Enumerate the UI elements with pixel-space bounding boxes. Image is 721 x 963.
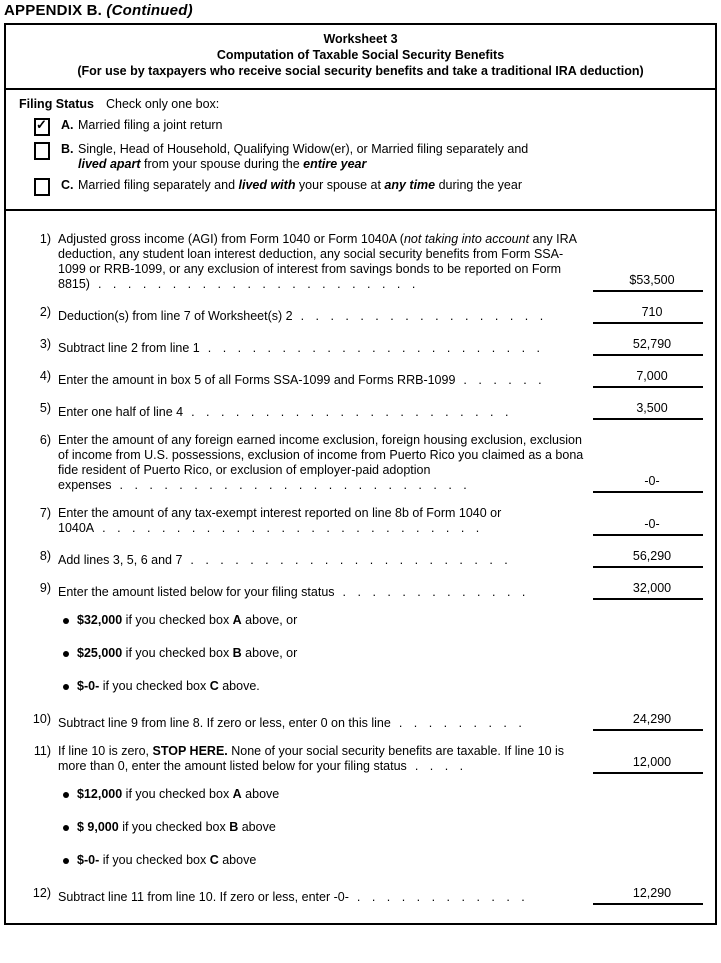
dot-leader: . . . . . . . . . . . . (356, 890, 525, 904)
checkbox-c[interactable] (34, 178, 50, 196)
option-c-text (78, 178, 705, 193)
filing-option-c (19, 178, 705, 196)
line-7-number: 7) (39, 506, 51, 520)
bullet-letter: C (209, 853, 219, 867)
line-item-9 (25, 581, 707, 600)
line-11-amount: 12,000 (593, 755, 703, 774)
line-1-seg2: any IRA deduction, any student loan interest deduction, any social security benefits from Form SSA-1099 or RRB-1099, or any exclusion of interest from savings bonds to be reported on Form 8815) (58, 232, 577, 291)
bullet-text (77, 613, 297, 628)
line-5-seg: Enter one half of line 4 (58, 405, 184, 419)
bullet-amount: $12,000 (77, 787, 123, 801)
line-4-seg: Enter the amount in box 5 of all Forms SSA-1099 and Forms RRB-1099 (58, 373, 456, 387)
line-12-number: 12) (32, 886, 51, 900)
line-6-text (58, 433, 587, 493)
filing-status-label: Filing Status (19, 97, 94, 111)
bullet-item-12000 (25, 787, 707, 802)
option-b-mid: from your spouse during the (140, 157, 304, 171)
line-4-number: 4) (39, 369, 51, 383)
filing-status-heading (19, 97, 705, 112)
bullet-post: above (218, 853, 257, 867)
line-3-amount: 52,790 (593, 337, 703, 356)
line-11-stop-here: STOP HERE. (152, 744, 228, 758)
dot-leader: . . . . . . . . . . . . . . . . . . . . . . (190, 553, 508, 567)
line-9-seg: Enter the amount listed below for your filing status (58, 585, 335, 599)
filing-status-instruction: Check only one box: (106, 97, 220, 111)
option-c-any-time: any time (384, 178, 436, 192)
line-11-seg2: None of your social security benefits are taxable. If line 10 is more than 0, enter the amount listed below for your filing status (58, 744, 565, 773)
line-3-number: 3) (39, 337, 51, 351)
line-5-amount: 3,500 (593, 401, 703, 420)
line-1-seg1: Adjusted gross income (AGI) from Form 1040 or Form 1040A ( (58, 232, 404, 246)
filing-option-a (19, 118, 705, 136)
dot-leader: . . . . . . . . . . . . . . . . . . . . . . . . (119, 478, 467, 492)
dot-leader: . . . . (414, 759, 464, 773)
line-10-seg: Subtract line 9 from line 8. If zero or less, enter 0 on this line (58, 716, 391, 730)
worksheet-box (4, 23, 717, 925)
bullet-post: above, or (241, 613, 298, 627)
option-c-pre: Married filing separately and (78, 178, 239, 192)
line-4-amount: 7,000 (593, 369, 703, 388)
line-2-amount: 710 (593, 305, 703, 324)
bullet-letter: B (232, 646, 242, 660)
dot-leader: . . . . . . . . . . . . . . . . . . . . . . (191, 405, 509, 419)
bullet-amount: $32,000 (77, 613, 123, 627)
bullet-mid: if you checked box (122, 787, 233, 801)
line-11-text (58, 744, 587, 774)
option-c-letter: C. (61, 178, 74, 192)
bullet-post: above. (218, 679, 260, 693)
option-b-text (78, 142, 705, 172)
bullet-text (77, 820, 276, 835)
option-a-letter: A. (61, 118, 74, 132)
bullet-amount: $ 9,000 (77, 820, 119, 834)
line-item-2 (25, 305, 707, 324)
line-2-text (58, 309, 587, 324)
bullet-icon (63, 651, 69, 657)
bullet-text (77, 679, 260, 694)
bullet-text (77, 646, 297, 661)
line-12-seg: Subtract line 11 from line 10. If zero or less, enter -0- (58, 890, 349, 904)
dot-leader: . . . . . . . . . . . . . . . . . . . . . . . . . . (102, 521, 480, 535)
line-7-seg: Enter the amount of any tax-exempt interest reported on line 8b of Form 1040 or 1040A (58, 506, 502, 535)
line-11-number: 11) (33, 744, 51, 758)
worksheet-header (6, 25, 715, 90)
option-b-letter: B. (61, 142, 74, 156)
bullet-text (77, 853, 256, 868)
bullet-amount: $-0- (77, 679, 100, 693)
bullet-post: above (238, 820, 276, 834)
line-2-number: 2) (39, 305, 51, 319)
bullet-icon (63, 825, 69, 831)
bullet-icon (63, 792, 69, 798)
line-1-italic: not taking into account (403, 232, 530, 246)
line-3-text (58, 341, 587, 356)
bullet-item-25000 (25, 646, 707, 661)
line-item-10 (25, 712, 707, 731)
bullet-letter: A (232, 787, 242, 801)
filing-status-section (6, 90, 715, 211)
line-9-number: 9) (39, 581, 51, 595)
line-1-amount: $53,500 (593, 273, 703, 292)
bullet-amount: $25,000 (77, 646, 123, 660)
line-item-3 (25, 337, 707, 356)
bullet-mid: if you checked box (99, 679, 210, 693)
bullet-letter: B (229, 820, 239, 834)
bullet-icon (63, 858, 69, 864)
checkmark-icon: ✓ (36, 117, 47, 132)
option-b-entire-year: entire year (303, 157, 367, 171)
bullet-item-32000 (25, 613, 707, 628)
option-c-lived-with: lived with (238, 178, 296, 192)
line-9-text (58, 585, 587, 600)
option-b-pre: Single, Head of Household, Qualifying Widow(er), or Married filing separately and (78, 142, 529, 156)
bullet-post: above, or (241, 646, 298, 660)
line-6-seg: Enter the amount of any foreign earned income exclusion, foreign housing exclusion, exclusion of income from U.S. possessions, exclusion of income from Puerto Rico you claimed as a bona fide resident of Puerto Rico, or exclusion of employer-paid adoption expenses (58, 433, 584, 492)
page-title-continued: (Continued) (106, 2, 193, 19)
dot-leader: . . . . . . (463, 373, 542, 387)
worksheet-title: Worksheet 3 (323, 32, 398, 46)
line-12-amount: 12,290 (593, 886, 703, 905)
line-8-text (58, 553, 587, 568)
checkbox-b[interactable] (34, 142, 50, 160)
line-8-number: 8) (39, 549, 51, 563)
line-9-amount: 32,000 (593, 581, 703, 600)
worksheet-note: (For use by taxpayers who receive social security benefits and take a traditional IRA deduction) (77, 64, 644, 78)
dot-leader: . . . . . . . . . . . . . . . . . . . . . . . (207, 341, 541, 355)
line-1-text (58, 232, 587, 292)
bullet-post: above (241, 787, 280, 801)
line-item-5 (25, 401, 707, 420)
line-item-1 (25, 232, 707, 292)
line-1-number: 1) (39, 232, 51, 246)
line-items-section (6, 211, 715, 923)
line-item-11 (25, 744, 707, 774)
worksheet-subtitle: Computation of Taxable Social Security Benefits (216, 48, 505, 62)
bullet-icon (63, 618, 69, 624)
dot-leader: . . . . . . . . . (398, 716, 522, 730)
line-12-text (58, 890, 587, 905)
line-item-6 (25, 433, 707, 493)
line-4-text (58, 373, 587, 388)
bullet-item-zero-11 (25, 853, 707, 868)
checkbox-a[interactable] (34, 118, 50, 136)
bullet-mid: if you checked box (99, 853, 210, 867)
line-10-text (58, 716, 587, 731)
line-3-seg: Subtract line 2 from line 1 (58, 341, 200, 355)
bullet-mid: if you checked box (122, 646, 233, 660)
filing-option-b (19, 142, 705, 172)
bullet-item-zero-9 (25, 679, 707, 694)
line-item-4 (25, 369, 707, 388)
line-item-8 (25, 549, 707, 568)
line-6-number: 6) (39, 433, 51, 447)
page-title (0, 0, 721, 21)
line-item-12 (25, 886, 707, 905)
line-6-amount: -0- (593, 474, 703, 493)
option-c-mid: your spouse at (295, 178, 385, 192)
bullet-amount: $-0- (77, 853, 100, 867)
dot-leader: . . . . . . . . . . . . . . . . . (300, 309, 544, 323)
line-7-text (58, 506, 587, 536)
option-c-post: during the year (435, 178, 522, 192)
line-11-seg1: If line 10 is zero, (58, 744, 153, 758)
page-title-text: APPENDIX B. (4, 2, 107, 19)
line-8-seg: Add lines 3, 5, 6 and 7 (58, 553, 183, 567)
bullet-mid: if you checked box (122, 613, 233, 627)
option-a-text: Married filing a joint return (78, 118, 223, 132)
bullet-mid: if you checked box (118, 820, 230, 834)
bullet-letter: A (232, 613, 242, 627)
bullet-item-9000 (25, 820, 707, 835)
line-10-number: 10) (32, 712, 51, 726)
line-5-number: 5) (39, 401, 51, 415)
line-5-text (58, 405, 587, 420)
bullet-letter: C (209, 679, 219, 693)
line-10-amount: 24,290 (593, 712, 703, 731)
dot-leader: . . . . . . . . . . . . . (342, 585, 526, 599)
line-item-7 (25, 506, 707, 536)
line-2-seg: Deduction(s) from line 7 of Worksheet(s) 2 (58, 309, 293, 323)
bullet-icon (63, 684, 69, 690)
line-8-amount: 56,290 (593, 549, 703, 568)
bullet-text (77, 787, 279, 802)
option-b-lived-apart: lived apart (78, 157, 141, 171)
line-7-amount: -0- (593, 517, 703, 536)
dot-leader: . . . . . . . . . . . . . . . . . . . . . . (97, 277, 416, 291)
